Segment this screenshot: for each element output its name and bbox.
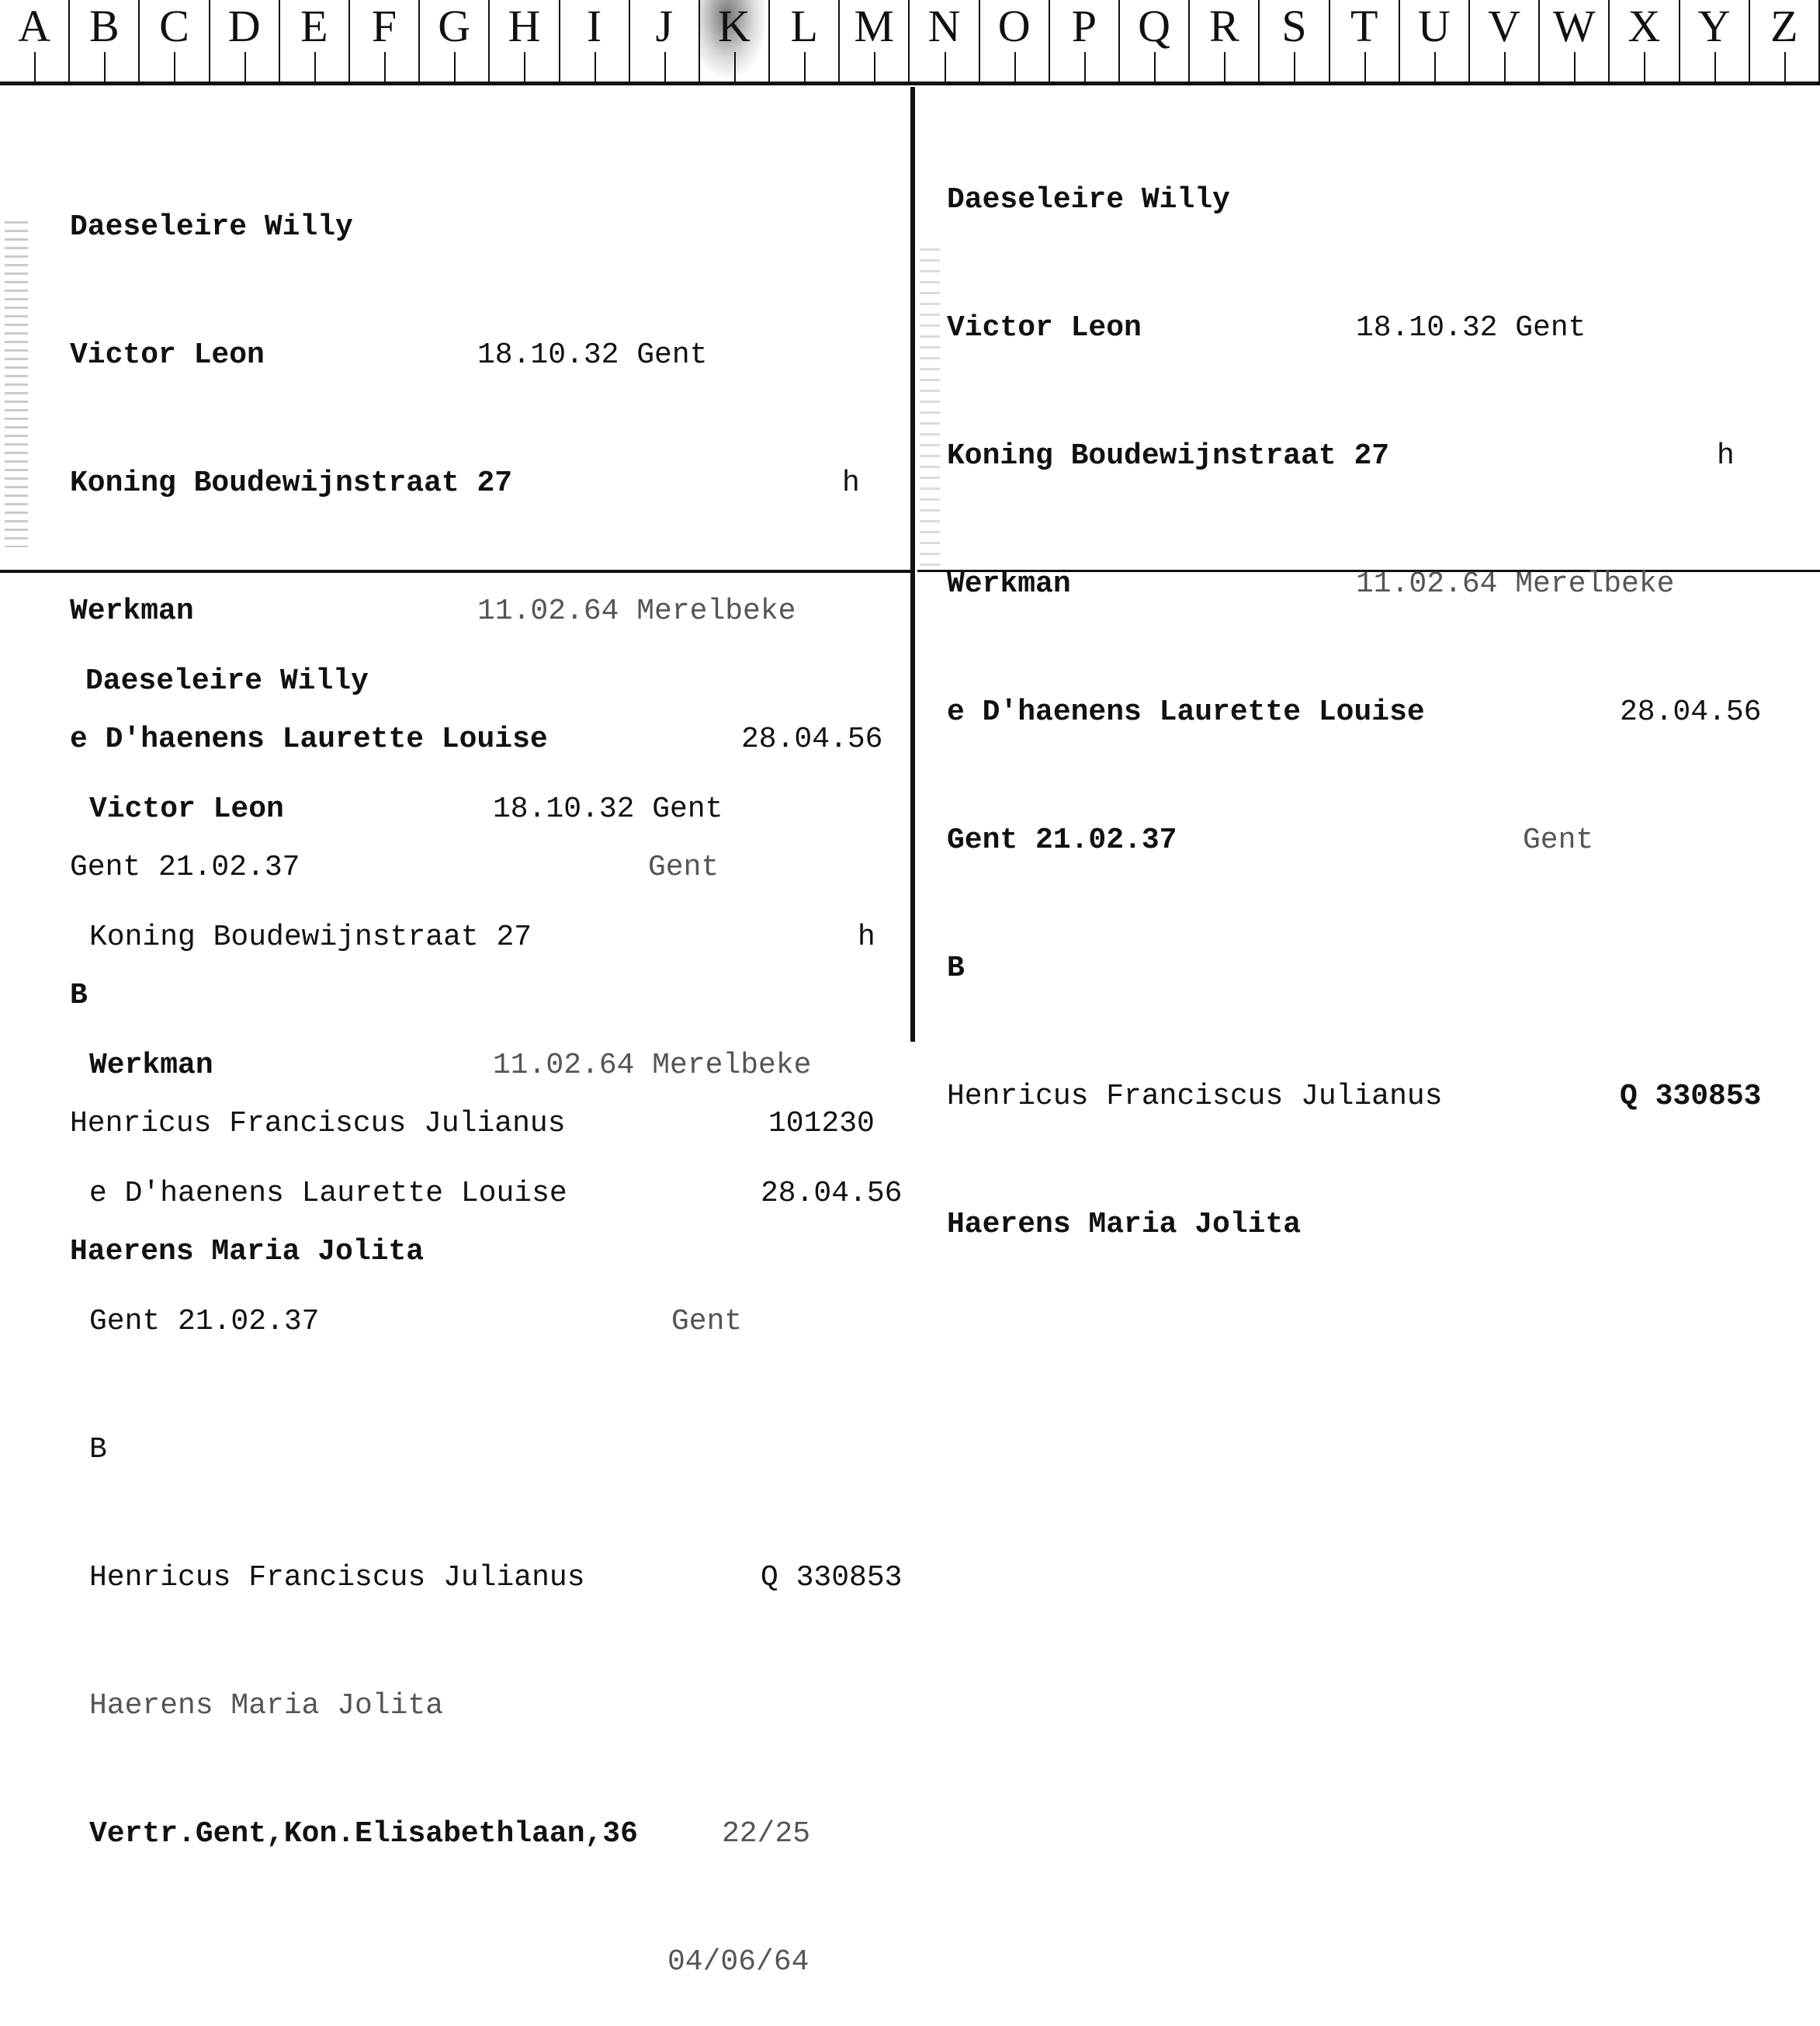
alphabet-letter-o: O: [980, 0, 1050, 82]
card-father: Henricus Franciscus Julianus: [70, 1107, 566, 1140]
card-date-place: 11.02.64 Merelbeke: [1356, 567, 1675, 601]
card-spouse-birth: Gent 21.02.37: [70, 851, 300, 884]
alphabet-letter-e: E: [280, 0, 350, 82]
card-spouse-date: 28.04.56: [761, 1177, 903, 1210]
card-spouse: e D'haenens Laurette Louise: [70, 723, 548, 756]
alphabet-index-strip: [0, 0, 1820, 85]
card-spouse-place: Gent: [648, 851, 719, 884]
alphabet-letter-u: U: [1400, 0, 1470, 82]
alphabet-letter-s: S: [1260, 0, 1329, 82]
card-mother: Haerens Maria Jolita: [89, 1689, 444, 1722]
card-h-mark: h: [842, 467, 860, 500]
alphabet-letter-w: W: [1540, 0, 1610, 82]
alphabet-letter-t: T: [1330, 0, 1400, 82]
card-given-names: Victor Leon: [947, 311, 1142, 345]
card-h-mark: h: [1717, 439, 1735, 473]
alphabet-letter-f: F: [350, 0, 420, 82]
card-b-mark: B: [947, 952, 965, 985]
card-given-names: Victor Leon: [89, 793, 284, 826]
card-ref: Q 330853: [1620, 1080, 1762, 1113]
card-b-mark: B: [70, 979, 88, 1012]
alphabet-letter-y: Y: [1680, 0, 1750, 82]
alphabet-letter-j: J: [630, 0, 700, 82]
card-father: Henricus Franciscus Julianus: [89, 1561, 585, 1594]
alphabet-letter-p: P: [1050, 0, 1120, 82]
card-date-place: 11.02.64 Merelbeke: [493, 1049, 812, 1082]
alphabet-letter-b: B: [70, 0, 140, 82]
card-father: Henricus Franciscus Julianus: [947, 1080, 1443, 1113]
card-spouse: e D'haenens Laurette Louise: [947, 696, 1425, 729]
vertical-divider: [910, 87, 915, 1042]
card-spouse-place: Gent: [1523, 824, 1594, 857]
card-spouse-birth: Gent 21.02.37: [89, 1305, 320, 1338]
card-name: Daeseleire Willy: [85, 664, 369, 698]
alphabet-letter-c: C: [140, 0, 210, 82]
card-given-names: Victor Leon: [70, 338, 265, 372]
alphabet-letter-r: R: [1190, 0, 1260, 82]
card-name: Daeseleire Willy: [947, 183, 1230, 217]
card-h-mark: h: [858, 921, 875, 954]
alphabet-letter-q: Q: [1120, 0, 1190, 82]
card-address: Koning Boudewijnstraat 27: [70, 467, 513, 500]
alphabet-letter-l: L: [770, 0, 840, 82]
card-profession: Werkman: [947, 567, 1071, 601]
card-profession: Werkman: [89, 1049, 213, 1082]
alphabet-letter-k: K: [700, 0, 770, 82]
card-spouse-birth: Gent 21.02.37: [947, 824, 1177, 857]
alphabet-letter-m: M: [840, 0, 910, 82]
card-departure: Vertr.Gent,Kon.Elisabethlaan,36: [89, 1817, 638, 1851]
alphabet-letter-h: H: [490, 0, 560, 82]
alphabet-letter-v: V: [1470, 0, 1540, 82]
card-date-place: 11.02.64 Merelbeke: [477, 595, 796, 628]
alphabet-letter-g: G: [420, 0, 490, 82]
card-address: Koning Boudewijnstraat 27: [947, 439, 1390, 473]
card-address: Koning Boudewijnstraat 27: [89, 921, 532, 954]
card-ref: Q 330853: [761, 1561, 903, 1594]
alphabet-letter-n: N: [910, 0, 979, 82]
card-departure-no: 22/25: [722, 1817, 811, 1851]
alphabet-letter-d: D: [210, 0, 280, 82]
card-spouse-place: Gent: [671, 1305, 743, 1338]
card-b-mark: B: [89, 1433, 107, 1466]
card-birth: 18.10.32 Gent: [477, 338, 708, 372]
record-card-top-right: [917, 93, 1818, 1241]
alphabet-letter-x: X: [1610, 0, 1680, 82]
card-birth: 18.10.32 Gent: [493, 793, 723, 826]
alphabet-letter-z: Z: [1750, 0, 1820, 82]
card-mother: Haerens Maria Jolita: [947, 1208, 1302, 1241]
card-mother: Haerens Maria Jolita: [70, 1235, 425, 1268]
alphabet-letter-i: I: [560, 0, 630, 82]
card-departure-date: 04/06/64: [667, 1945, 809, 1979]
card-birth: 18.10.32 Gent: [1356, 311, 1586, 345]
card-name: Daeseleire Willy: [70, 210, 353, 244]
card-profession: Werkman: [70, 595, 194, 628]
card-spouse: e D'haenens Laurette Louise: [89, 1177, 567, 1210]
card-ref: 101230: [768, 1107, 875, 1140]
record-card-top-left: [0, 120, 908, 1268]
alphabet-letter-a: A: [0, 0, 70, 82]
card-spouse-date: 28.04.56: [741, 723, 883, 756]
card-spouse-date: 28.04.56: [1620, 696, 1762, 729]
